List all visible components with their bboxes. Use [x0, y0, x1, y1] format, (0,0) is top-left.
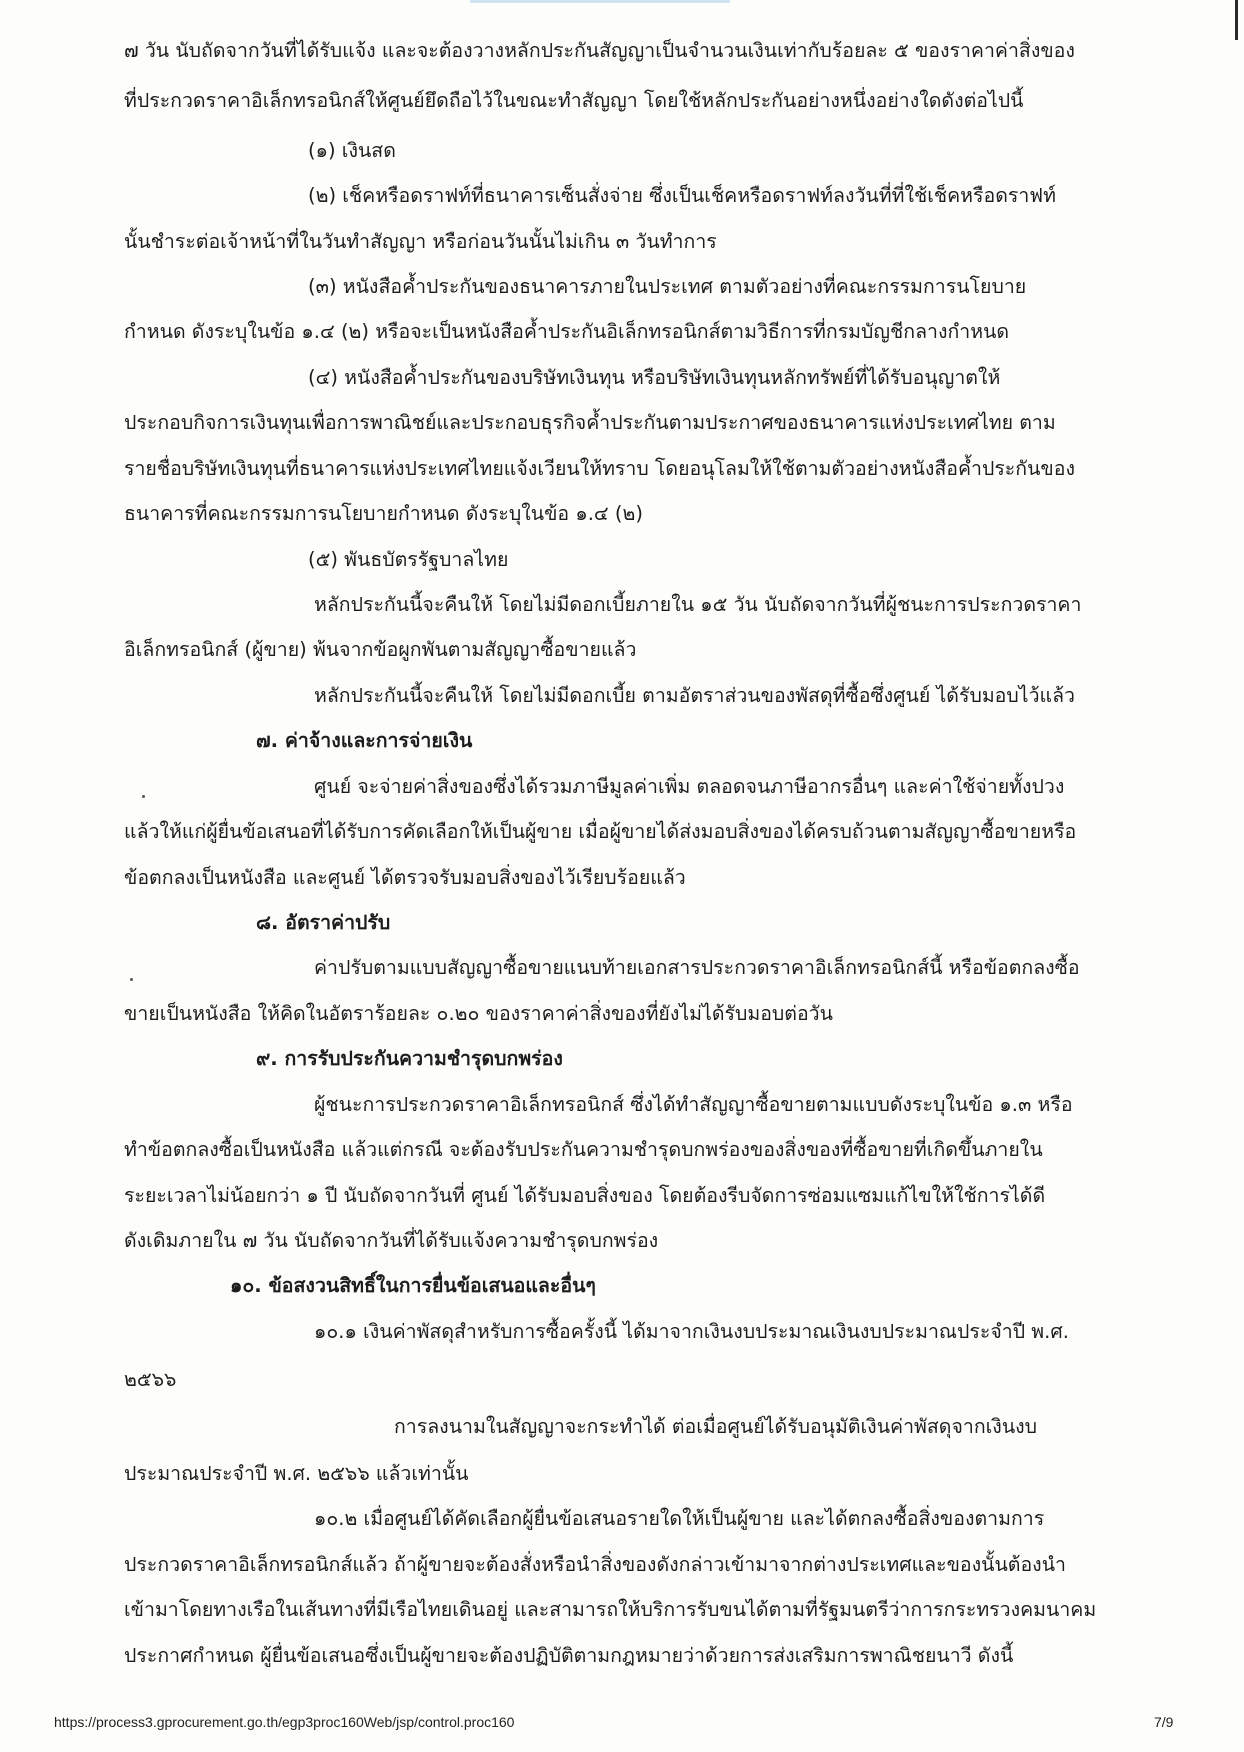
body-line: นั้นชำระต่อเจ้าหน้าที่ในวันทำสัญญา หรือก่อนวันนั้นไม่เกิน ๓ วันทำการ	[124, 230, 717, 253]
section-heading-9: ๙. การรับประกันความชำรุดบกพร่อง	[256, 1047, 563, 1070]
body-line: ทำข้อตกลงซื้อเป็นหนังสือ แล้วแต่กรณี จะต้องรับประกันความชำรุดบกพร่องของสิ่งของที่ซื้อขายที่เกิดขึ้นภายใน	[124, 1138, 1043, 1161]
body-line: แล้วให้แก่ผู้ยื่นข้อเสนอที่ได้รับการคัดเลือกให้เป็นผู้ขาย เมื่อผู้ขายได้ส่งมอบสิ่งของได้ครบถ้วนตามสัญญาซื้อขายหรือ	[124, 820, 1077, 843]
body-line: ประกาศกำหนด ผู้ยื่นข้อเสนอซึ่งเป็นผู้ขายจะต้องปฏิบัติตามกฎหมายว่าด้วยการส่งเสริมการพาณิชยนาวี ดังนี้	[124, 1644, 1014, 1667]
body-line: อิเล็กทรอนิกส์ (ผู้ขาย) พ้นจากข้อผูกพันตามสัญญาซื้อขายแล้ว	[124, 638, 637, 661]
body-line: ผู้ชนะการประกวดราคาอิเล็กทรอนิกส์ ซึ่งได้ทำสัญญาซื้อขายตามแบบดังระบุในข้อ ๑.๓ หรือ	[314, 1093, 1073, 1116]
body-line: ประกวดราคาอิเล็กทรอนิกส์แล้ว ถ้าผู้ขายจะต้องสั่งหรือนำสิ่งของดังกล่าวเข้ามาจากต่างประเทศและของนั้นต้องนำ	[124, 1553, 1066, 1576]
body-line: หลักประกันนี้จะคืนให้ โดยไม่มีดอกเบี้ย ตามอัตราส่วนของพัสดุที่ซื้อซึ่งศูนย์ ได้รับมอบไว้แล้ว	[314, 684, 1075, 707]
section-heading-10: ๑๐. ข้อสงวนสิทธิ์ในการยื่นข้อเสนอและอื่นๆ	[230, 1274, 596, 1297]
list-item-bonds: (๕) พันธบัตรรัฐบาลไทย	[308, 548, 509, 571]
body-line: ๑๐.๑ เงินค่าพัสดุสำหรับการซื้อครั้งนี้ ได้มาจากเงินงบประมาณเงินงบประมาณประจำปี พ.ศ.	[314, 1320, 1069, 1343]
body-line: ประกอบกิจการเงินทุนเพื่อการพาณิชย์และประกอบธุรกิจค้ำประกันตามประกาศของธนาคารแห่งประเทศไทย ตาม	[124, 411, 1056, 434]
body-line: หลักประกันนี้จะคืนให้ โดยไม่มีดอกเบี้ยภายใน ๑๕ วัน นับถัดจากวันที่ผู้ชนะการประกวดราคา	[314, 593, 1082, 616]
list-item-cash: (๑) เงินสด	[308, 139, 396, 162]
body-line: ระยะเวลาไม่น้อยกว่า ๑ ปี นับถัดจากวันที่ ศูนย์ ได้รับมอบสิ่งของ โดยต้องรีบจัดการซ่อมแซมแก้ไขให้ใช้การได้ดี	[124, 1184, 1046, 1207]
body-line: ขายเป็นหนังสือ ให้คิดในอัตราร้อยละ ๐.๒๐ ของราคาค่าสิ่งของที่ยังไม่ได้รับมอบต่อวัน	[124, 1002, 833, 1025]
section-heading-7: ๗. ค่าจ้างและการจ่ายเงิน	[256, 729, 473, 752]
footer-url: https://process3.gprocurement.go.th/egp3proc160Web/jsp/control.proc160	[54, 1714, 515, 1730]
body-line: ค่าปรับตามแบบสัญญาซื้อขายแนบท้ายเอกสารประกวดราคาอิเล็กทรอนิกส์นี้ หรือข้อตกลงซื้อ	[314, 956, 1080, 979]
body-line: ดังเดิมภายใน ๗ วัน นับถัดจากวันที่ได้รับแจ้งความชำรุดบกพร่อง	[124, 1229, 659, 1252]
list-item-cheque: (๒) เช็คหรือดราฟท์ที่ธนาคารเซ็นสั่งจ่าย ซึ่งเป็นเช็คหรือดราฟท์ลงวันที่ที่ใช้เช็คหรือดราฟท์	[308, 184, 1056, 207]
body-line: ธนาคารที่คณะกรรมการนโยบายกำหนด ดังระบุในข้อ ๑.๔ (๒)	[124, 502, 643, 525]
scan-speck	[130, 978, 133, 981]
body-line: การลงนามในสัญญาจะกระทำได้ ต่อเมื่อศูนย์ได้รับอนุมัติเงินค่าพัสดุจากเงินงบ	[394, 1415, 1038, 1438]
scan-edge-bar	[1235, 0, 1238, 40]
scan-edge-mark	[470, 0, 730, 3]
body-line: ที่ประกวดราคาอิเล็กทรอนิกส์ให้ศูนย์ยึดถือไว้ในขณะทำสัญญา โดยใช้หลักประกันอย่างหนึ่งอย่างใดดังต่อไปนี้	[124, 89, 1024, 112]
scan-speck	[142, 795, 145, 798]
body-line: รายชื่อบริษัทเงินทุนที่ธนาคารแห่งประเทศไทยแจ้งเวียนให้ทราบ โดยอนุโลมให้ใช้ตามตัวอย่างหนังสือค้ำประกันของ	[124, 457, 1075, 480]
page-number: 7/9	[1154, 1714, 1174, 1730]
body-line: เข้ามาโดยทางเรือในเส้นทางที่มีเรือไทยเดินอยู่ และสามารถให้บริการรับขนได้ตามที่รัฐมนตรีว่าการกระทรวงคมนาคม	[124, 1598, 1097, 1621]
section-heading-8: ๘. อัตราค่าปรับ	[256, 911, 391, 934]
body-line: ศูนย์ จะจ่ายค่าสิ่งของซึ่งได้รวมภาษีมูลค่าเพิ่ม ตลอดจนภาษีอากรอื่นๆ และค่าใช้จ่ายทั้งปวง	[314, 775, 1065, 798]
body-line: กำหนด ดังระบุในข้อ ๑.๔ (๒) หรือจะเป็นหนังสือค้ำประกันอิเล็กทรอนิกส์ตามวิธีการที่กรมบัญชีกลางกำหนด	[124, 320, 1010, 343]
body-line: ๑๐.๒ เมื่อศูนย์ได้คัดเลือกผู้ยื่นข้อเสนอรายใดให้เป็นผู้ขาย และได้ตกลงซื้อสิ่งของตามการ	[314, 1507, 1045, 1530]
body-line: ๒๕๖๖	[124, 1368, 177, 1391]
list-item-bank-guarantee: (๓) หนังสือค้ำประกันของธนาคารภายในประเทศ ตามตัวอย่างที่คณะกรรมการนโยบาย	[308, 275, 1027, 298]
body-line: ข้อตกลงเป็นหนังสือ และศูนย์ ได้ตรวจรับมอบสิ่งของไว้เรียบร้อยแล้ว	[124, 866, 686, 889]
list-item-finance-guarantee: (๔) หนังสือค้ำประกันของบริษัทเงินทุน หรือบริษัทเงินทุนหลักทรัพย์ที่ได้รับอนุญาตให้	[308, 366, 1001, 389]
body-line: ๗ วัน นับถัดจากวันที่ได้รับแจ้ง และจะต้องวางหลักประกันสัญญาเป็นจำนวนเงินเท่ากับร้อยละ ๕ ของราคาค่าสิ่งของ	[124, 39, 1075, 62]
body-line: ประมาณประจำปี พ.ศ. ๒๕๖๖ แล้วเท่านั้น	[124, 1462, 469, 1485]
